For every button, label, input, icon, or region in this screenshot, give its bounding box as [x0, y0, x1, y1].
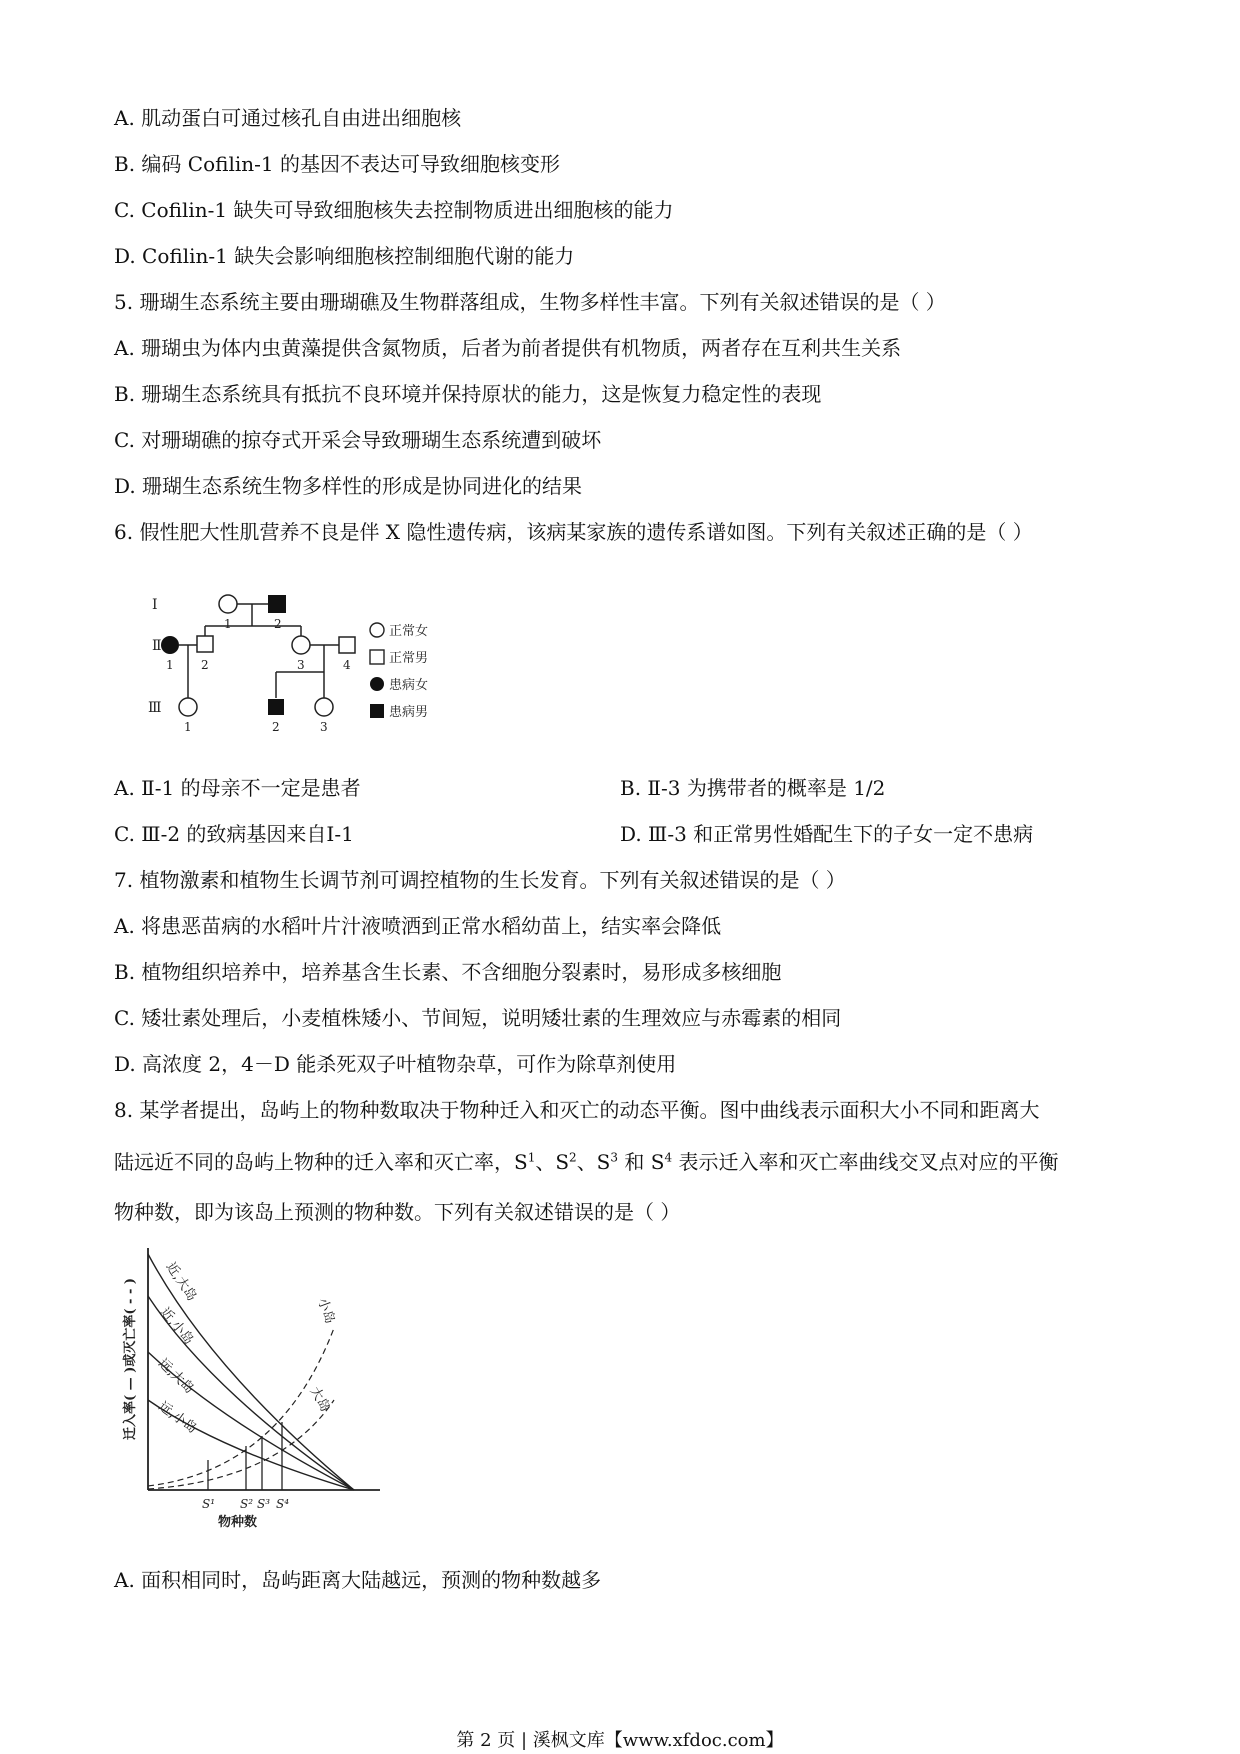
legend-affected-female-icon: [370, 677, 384, 691]
curve-label: 近,小岛: [156, 1304, 197, 1348]
individual-number: 1: [166, 658, 174, 672]
s-label: S³: [257, 1497, 271, 1511]
individual-number: 4: [343, 658, 351, 672]
individual-number: 2: [201, 658, 209, 672]
option-6b: B. Ⅱ-3 为携带者的概率是 1/2: [620, 776, 886, 800]
individual-number: 2: [274, 617, 282, 631]
legend-label: 患病男: [389, 705, 429, 720]
curve-label: 远,小岛: [155, 1399, 200, 1437]
s-label: S⁴: [276, 1497, 290, 1511]
generation-label: Ⅲ: [148, 700, 162, 716]
pedigree-III3: [315, 698, 333, 716]
question-5: 5. 珊瑚生态系统主要由珊瑚礁及生物群落组成，生物多样性丰富。下列有关叙述错误的是（ ）: [114, 290, 946, 314]
pedigree-II2: [197, 636, 213, 652]
pedigree-III2: [268, 699, 284, 715]
question-8-line-1: 8. 某学者提出，岛屿上的物种数取决于物种迁入和灭亡的动态平衡。图中曲线表示面积大小不同和距离大: [114, 1098, 1040, 1122]
option-7c: C. 矮壮素处理后，小麦植株矮小、节间短，说明矮壮素的生理效应与赤霉素的相同: [114, 1006, 842, 1030]
option-6d: D. Ⅲ-3 和正常男性婚配生下的子女一定不患病: [620, 822, 1034, 846]
legend-label: 正常女: [389, 624, 429, 639]
individual-number: 3: [297, 658, 305, 672]
pedigree-II4: [339, 637, 355, 653]
option-5d: D. 珊瑚生态系统生物多样性的形成是协同进化的结果: [114, 474, 583, 498]
option-8a: A. 面积相同时，岛屿距离大陆越远，预测的物种数越多: [114, 1568, 602, 1592]
question-6: 6. 假性肥大性肌营养不良是伴 X 隐性遗传病，该病某家族的遗传系谱如图。下列有关叙述正确的是（ ）: [114, 520, 1033, 544]
pedigree-II1: [161, 636, 179, 654]
option-4a: A. 肌动蛋白可通过核孔自由进出细胞核: [114, 106, 462, 130]
generation-label: Ⅱ: [152, 638, 162, 654]
pedigree-III1: [179, 698, 197, 716]
individual-number: 1: [224, 617, 232, 631]
option-4b: B. 编码 Cofilin-1 的基因不表达可导致细胞核变形: [114, 152, 560, 176]
curve-label: 大岛: [306, 1384, 333, 1415]
option-5c: C. 对珊瑚礁的掠夺式开采会导致珊瑚生态系统遭到破坏: [114, 428, 602, 452]
legend-label: 患病女: [389, 678, 429, 693]
island-curves-diagram: [110, 1240, 390, 1530]
legend-normal-male-icon: [370, 650, 384, 664]
x-axis-label: 物种数: [218, 1515, 258, 1530]
pedigree-diagram: [140, 588, 460, 738]
curve-label: 近,大岛: [162, 1259, 200, 1305]
option-4c: C. Cofilin-1 缺失可导致细胞核失去控制物质进出细胞核的能力: [114, 198, 674, 222]
s-label: S¹: [202, 1497, 216, 1511]
question-8-line-2: 陆远近不同的岛屿上物种的迁入率和灭亡率，$S^1$、$S^2$、$S^3$ 和 $S^4$ 表示迁入率和灭亡率曲线交叉点对应的平衡: [114, 1150, 1059, 1174]
question-8-line-3: 物种数，即为该岛上预测的物种数。下列有关叙述错误的是（ ）: [114, 1200, 681, 1224]
legend-affected-male-icon: [370, 704, 384, 718]
y-axis-label: 迁入率( — )或灭亡率( - - ): [123, 1277, 138, 1440]
option-7a: A. 将患恶苗病的水稻叶片汁液喷洒到正常水稻幼苗上，结实率会降低: [114, 914, 722, 938]
question-7: 7. 植物激素和植物生长调节剂可调控植物的生长发育。下列有关叙述错误的是（ ）: [114, 868, 846, 892]
curve-label: 小岛: [314, 1296, 338, 1326]
individual-number: 3: [320, 720, 328, 734]
pedigree-II3: [292, 636, 310, 654]
legend-normal-female-icon: [370, 623, 384, 637]
page-footer: 第 2 页 | 溪枫文库【www.xfdoc.com】: [456, 1730, 784, 1751]
pedigree-I1: [219, 595, 237, 613]
option-7d: D. 高浓度 2，4－D 能杀死双子叶植物杂草，可作为除草剂使用: [114, 1052, 677, 1076]
option-5b: B. 珊瑚生态系统具有抵抗不良环境并保持原状的能力，这是恢复力稳定性的表现: [114, 382, 822, 406]
legend-label: 正常男: [389, 651, 429, 666]
individual-number: 2: [272, 720, 280, 734]
option-6c: C. Ⅲ-2 的致病基因来自Ⅰ-1: [114, 822, 354, 846]
option-6a: A. Ⅱ-1 的母亲不一定是患者: [114, 776, 361, 800]
option-7b: B. 植物组织培养中，培养基含生长素、不含细胞分裂素时，易形成多核细胞: [114, 960, 782, 984]
option-5a: A. 珊瑚虫为体内虫黄藻提供含氮物质，后者为前者提供有机物质，两者存在互利共生关系: [114, 336, 902, 360]
s-label: S²: [240, 1497, 254, 1511]
individual-number: 1: [184, 720, 192, 734]
generation-label: Ⅰ: [152, 597, 158, 613]
curve-label: 远,大岛: [155, 1356, 197, 1397]
option-4d: D. Cofilin-1 缺失会影响细胞核控制细胞代谢的能力: [114, 244, 575, 268]
pedigree-I2: [268, 595, 286, 613]
